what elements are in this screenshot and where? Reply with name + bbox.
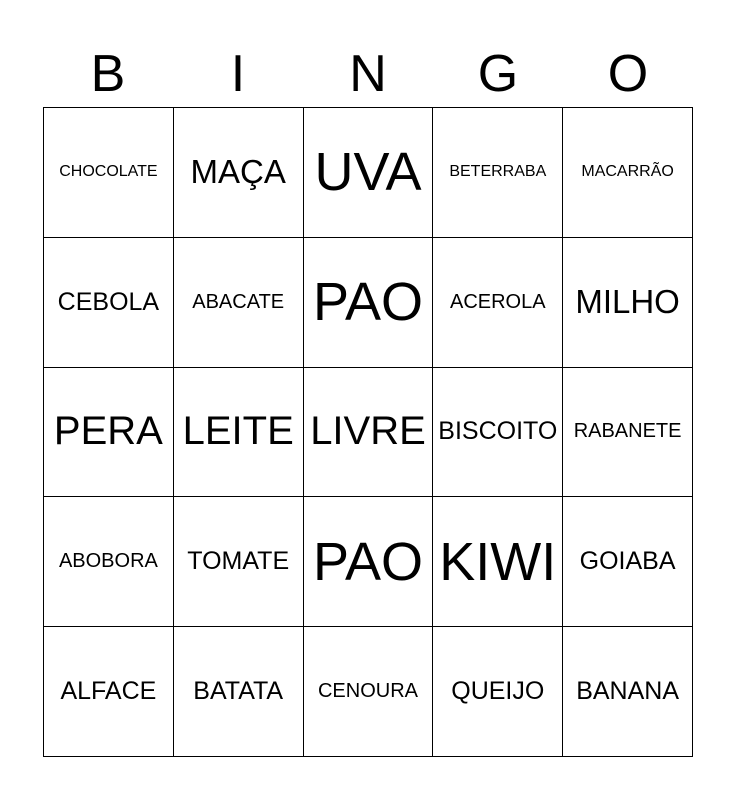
- header-letter-n: N: [349, 45, 387, 103]
- header-letter-i: I: [230, 45, 246, 103]
- bingo-cell[interactable]: MAÇA: [174, 108, 304, 238]
- header-letter-g: G: [477, 45, 519, 103]
- bingo-cell[interactable]: RABANETE: [563, 368, 693, 498]
- bingo-cell[interactable]: PAO: [304, 497, 434, 627]
- bingo-cell[interactable]: CHOCOLATE: [44, 108, 174, 238]
- bingo-cell[interactable]: ABACATE: [174, 238, 304, 368]
- bingo-cell[interactable]: TOMATE: [174, 497, 304, 627]
- bingo-cell[interactable]: KIWI: [433, 497, 563, 627]
- bingo-cell[interactable]: ALFACE: [44, 627, 174, 757]
- bingo-cell[interactable]: CEBOLA: [44, 238, 174, 368]
- bingo-cell[interactable]: BETERRABA: [433, 108, 563, 238]
- bingo-cell[interactable]: BANANA: [563, 627, 693, 757]
- bingo-cell[interactable]: GOIABA: [563, 497, 693, 627]
- bingo-cell[interactable]: LEITE: [174, 368, 304, 498]
- bingo-cell[interactable]: BATATA: [174, 627, 304, 757]
- bingo-cell[interactable]: BISCOITO: [433, 368, 563, 498]
- bingo-cell[interactable]: ABOBORA: [44, 497, 174, 627]
- bingo-cell[interactable]: QUEIJO: [433, 627, 563, 757]
- bingo-header: [43, 40, 693, 108]
- header-letter-b: B: [90, 45, 126, 103]
- bingo-cell[interactable]: PERA: [44, 368, 174, 498]
- free-space-cell[interactable]: LIVRE: [304, 368, 434, 498]
- bingo-cell[interactable]: ACEROLA: [433, 238, 563, 368]
- bingo-board: [43, 107, 693, 757]
- bingo-cell[interactable]: MACARRÃO: [563, 108, 693, 238]
- bingo-cell[interactable]: CENOURA: [304, 627, 434, 757]
- bingo-cell[interactable]: UVA: [304, 108, 434, 238]
- bingo-cell[interactable]: PAO: [304, 238, 434, 368]
- bingo-cell[interactable]: MILHO: [563, 238, 693, 368]
- header-letter-o: O: [607, 45, 649, 103]
